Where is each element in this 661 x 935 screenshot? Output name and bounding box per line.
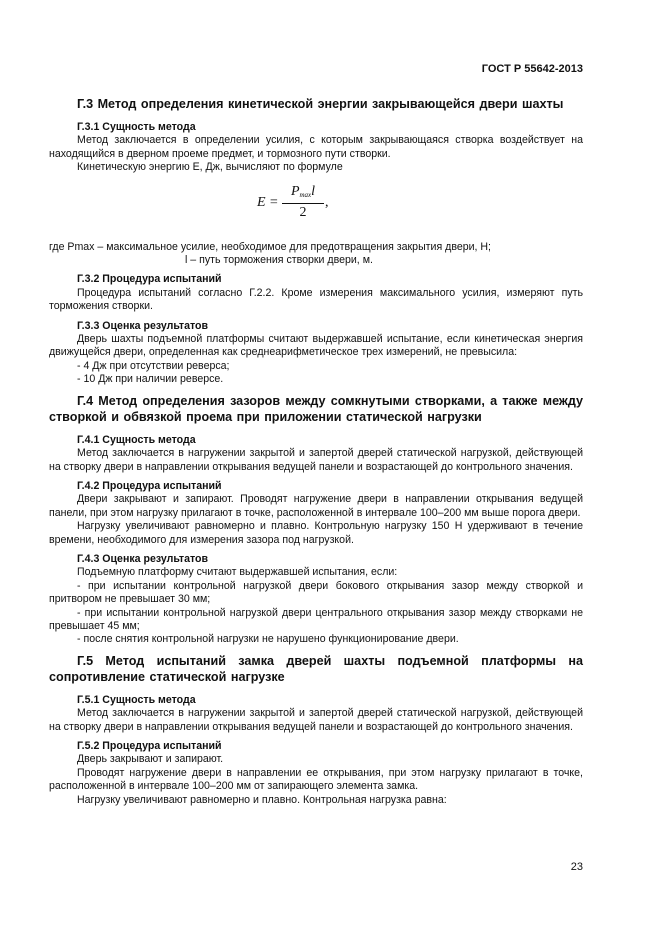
section-g3-title: Г.3 Метод определения кинетической энергии закрывающейся двери шахты [77, 97, 564, 111]
formula-lhs: E = [257, 194, 279, 210]
paragraph: Метод заключается в нагружении закрытой и запертой дверей статической нагрузкой, действующей на створку двери в направлении открывания ведущей панели и возрастающей до контрольного значения. [49, 447, 583, 473]
paragraph: - при испытании контрольной нагрузкой двери центрального открывания зазор между створками не превышает 45 мм; [49, 606, 583, 632]
list-item: - 4 Дж при отсутствии реверса; [77, 359, 230, 372]
page-number: 23 [570, 861, 583, 873]
subsection-g5-1-title: Г.5.1 Сущность метода [77, 693, 196, 706]
kinetic-energy-formula [49, 175, 583, 241]
document-code: ГОСТ Р 55642-2013 [481, 63, 583, 75]
formula-numerator: $P_{max}l$ [282, 185, 324, 204]
paragraph: Проводят нагружение двери в направлении ее открывания, при этом нагрузку прилагают в точке, расположенной в интервале 100–200 мм от запирающего элемента замка. [49, 766, 583, 793]
paragraph: Дверь шахты подъемной платформы считают выдержавшей испытание, если кинетическая энергия движущейся двери, определенная как среднеарифметическое трех измерений, не превысила: [49, 333, 583, 359]
paragraph: Нагрузку увеличивают равномерно и плавно. Контрольная нагрузка равна: [77, 793, 447, 806]
paragraph: - при испытании контрольной нагрузкой двери бокового открывания зазор между створкой и притвором не превышает 30 мм; [49, 579, 583, 606]
subsection-g5-2-title: Г.5.2 Процедура испытаний [77, 740, 222, 752]
paragraph: - после снятия контрольной нагрузки не нарушено функционирование двери. [77, 633, 459, 646]
where-line-2: l – путь торможения створки двери, м. [185, 254, 373, 267]
formula-comma: , [325, 194, 329, 210]
paragraph: Процедура испытаний согласно Г.2.2. Кроме измерения максимального усилия, измеряют путь торможения створки. [49, 286, 583, 313]
subsection-g4-1-title: Г.4.1 Сущность метода [77, 433, 196, 446]
page-content [49, 96, 583, 807]
subsection-g3-2-title: Г.3.2 Процедура испытаний [77, 273, 222, 286]
subsection-g4-2-title: Г.4.2 Процедура испытаний [77, 479, 222, 492]
paragraph: Двери закрывают и запирают. Проводят нагружение двери в направлении открывания ведущей панели, при этом нагрузку прилагают в точке, расположенной в интервале 100–200 мм выше порога двери. [49, 493, 583, 519]
subsection-g3-3-title: Г.3.3 Оценка результатов [77, 319, 209, 332]
subsection-g3-1-title: Г.3.1 Сущность метода [77, 121, 196, 133]
paragraph: Кинетическую энергию E, Дж, вычисляют по формуле [77, 161, 343, 174]
paragraph: Метод заключается в нагружении закрытой и запертой дверей статической нагрузкой, действующей на створку двери в направлении открывания ведущей панели и возрастающей до контрольного значения. [49, 707, 583, 733]
subsection-g4-3-title: Г.4.3 Оценка результатов [77, 552, 209, 565]
paragraph: Нагрузку увеличивают равномерно и плавно. Контрольную нагрузку 150 Н удерживают в течение времени, необходимого для измерения зазора под нагрузкой. [49, 520, 583, 546]
paragraph: Подъемную платформу считают выдержавшей испытания, если: [77, 566, 398, 579]
section-g4-title: Г.4 Метод определения зазоров между сомкнутыми створками, а также между створкой и обвязкой проема при приложении статической нагрузки [49, 393, 583, 424]
formula-fraction [282, 185, 324, 220]
list-item: - 10 Дж при наличии реверсе. [77, 373, 224, 386]
formula-denominator: 2 [299, 205, 307, 221]
paragraph: Метод заключается в определении усилия, с которым закрывающаяся створка воздействует на находящийся в дверном проеме предмет, и тормозного пути створки. [49, 134, 583, 160]
where-line-1: где Pmax – максимальное усилие, необходимое для предотвращения закрытия двери, Н; [49, 240, 492, 253]
section-g5-title: Г.5 Метод испытаний замка дверей шахты подъемной платформы на сопротивление статической нагрузке [49, 653, 583, 684]
paragraph: Дверь закрывают и запирают. [77, 753, 224, 766]
